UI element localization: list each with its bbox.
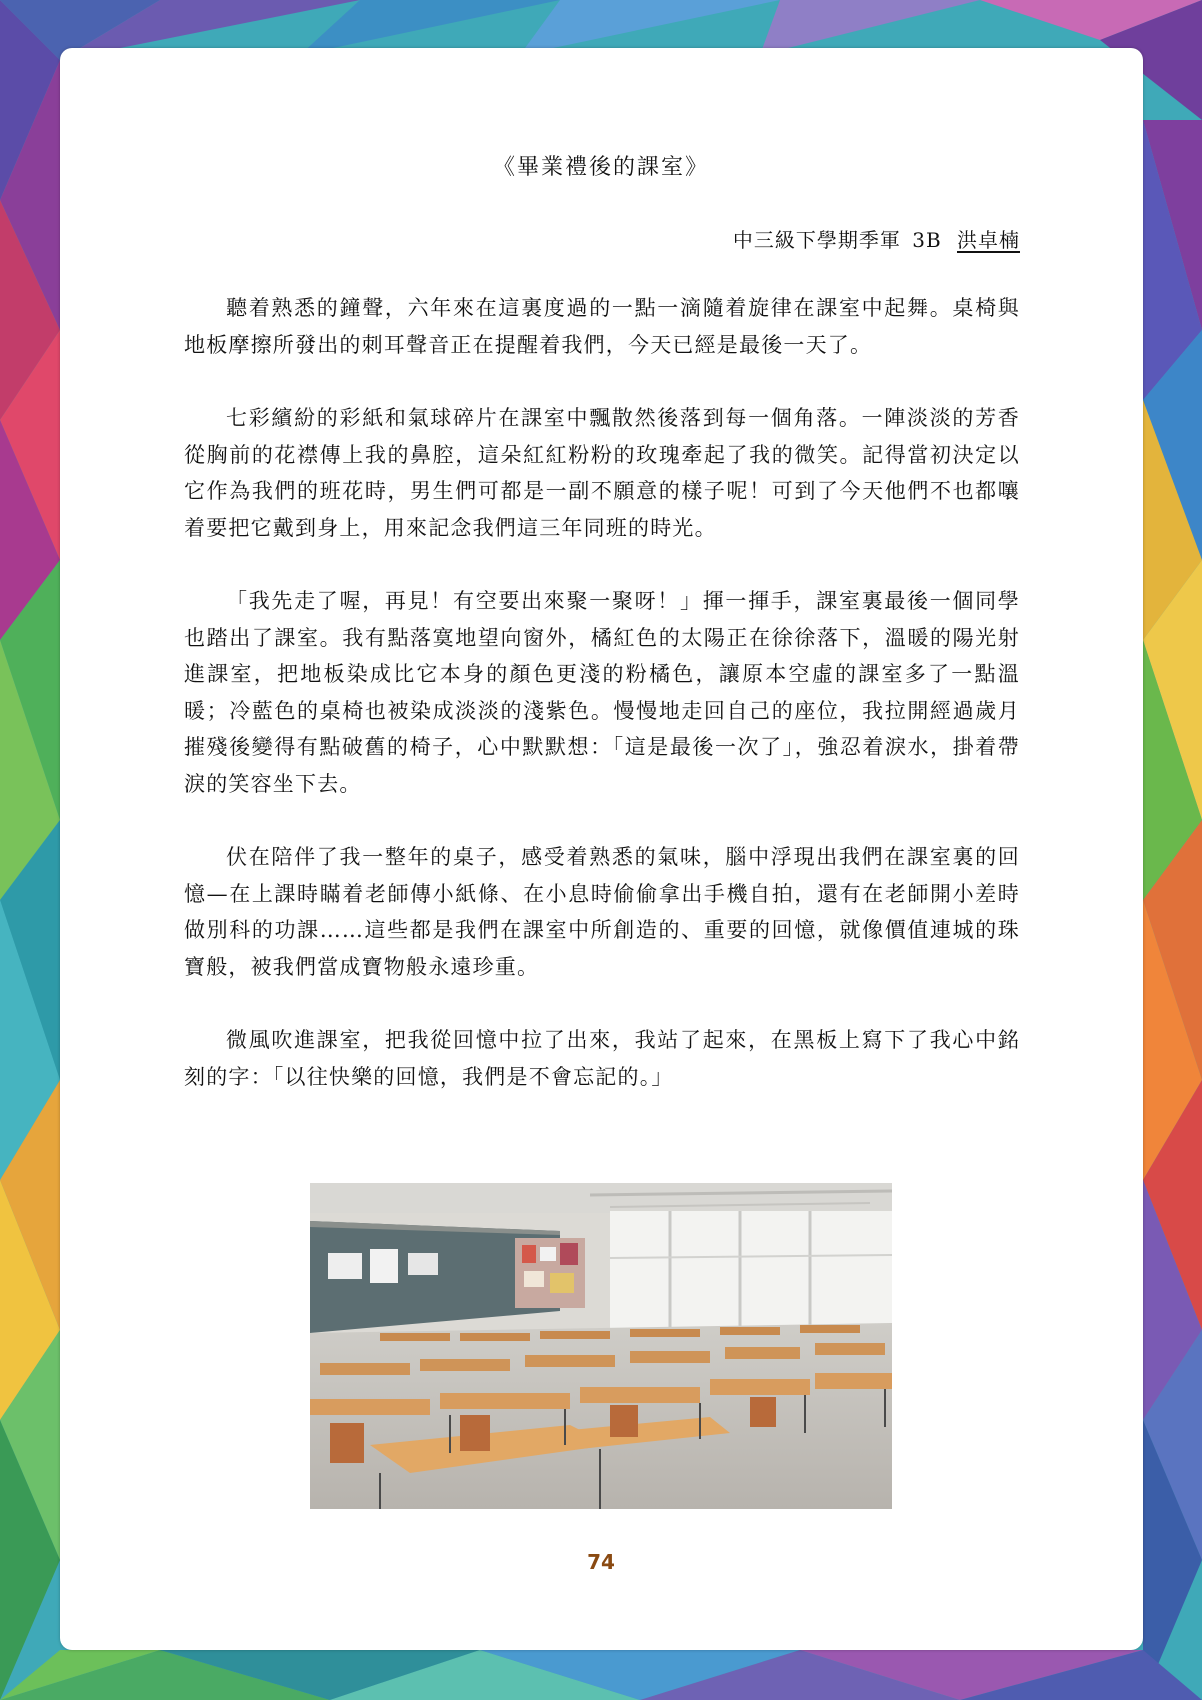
byline: [733, 224, 1020, 253]
article-title: 《畢業禮後的課室》: [492, 155, 709, 180]
classroom-illustration: [310, 1183, 892, 1509]
paragraph: 聽着熟悉的鐘聲，六年來在這裏度過的一點一滴隨着旋律在課室中起舞。桌椅與地板摩擦所發出的刺耳聲音正在提醒着我們，今天已經是最後一天了。: [184, 296, 1020, 357]
article-body: [184, 290, 1020, 1132]
class-label: 3B: [912, 228, 942, 252]
paragraph: 微風吹進課室，把我從回憶中拉了出來，我站了起來，在黑板上寫下了我心中銘刻的字：「以往快樂的回憶，我們是不會忘記的。」: [184, 1028, 1020, 1089]
award-label: 中三級下學期季軍: [732, 228, 901, 252]
page-number: 74: [587, 1550, 615, 1574]
paragraph: 「我先走了喔，再見！有空要出來聚一聚呀！」揮一揮手，課室裏最後一個同學也踏出了課室。我有點落寞地望向窗外，橘紅色的太陽正在徐徐落下，溫暖的陽光射進課室，把地板染成比它本身的顏色更淺的粉橘色，讓原本空虛的課室多了一點溫暖；冷藍色的桌椅也被染成淡淡的淺紫色。慢慢地走回自己的座位，我拉開經過歲月摧殘後變得有點破舊的椅子，心中默默想：「這是最後一次了」，強忍着淚水，掛着帶淚的笑容坐下去。: [184, 589, 1020, 796]
paragraph: 七彩繽紛的彩紙和氣球碎片在課室中飄散然後落到每一個角落。一陣淡淡的芳香從胸前的花襟傳上我的鼻腔，這朵紅紅粉粉的玫瑰牽起了我的微笑。記得當初決定以它作為我們的班花時，男生們可都是一副不願意的樣子呢！可到了今天他們不也都嚷着要把它戴到身上，用來記念我們這三年同班的時光。: [184, 406, 1020, 540]
classroom-photo: [310, 1183, 892, 1509]
paragraph: 伏在陪伴了我一整年的桌子，感受着熟悉的氣味，腦中浮現出我們在課室裏的回憶—在上課時瞞着老師傳小紙條、在小息時偷偷拿出手機自拍，還有在老師開小差時做別科的功課……這些都是我們在課室中所創造的、重要的回憶，就像價值連城的珠寶般，被我們當成寶物般永遠珍重。: [184, 845, 1020, 979]
author-name: 洪卓楠: [957, 228, 1020, 252]
